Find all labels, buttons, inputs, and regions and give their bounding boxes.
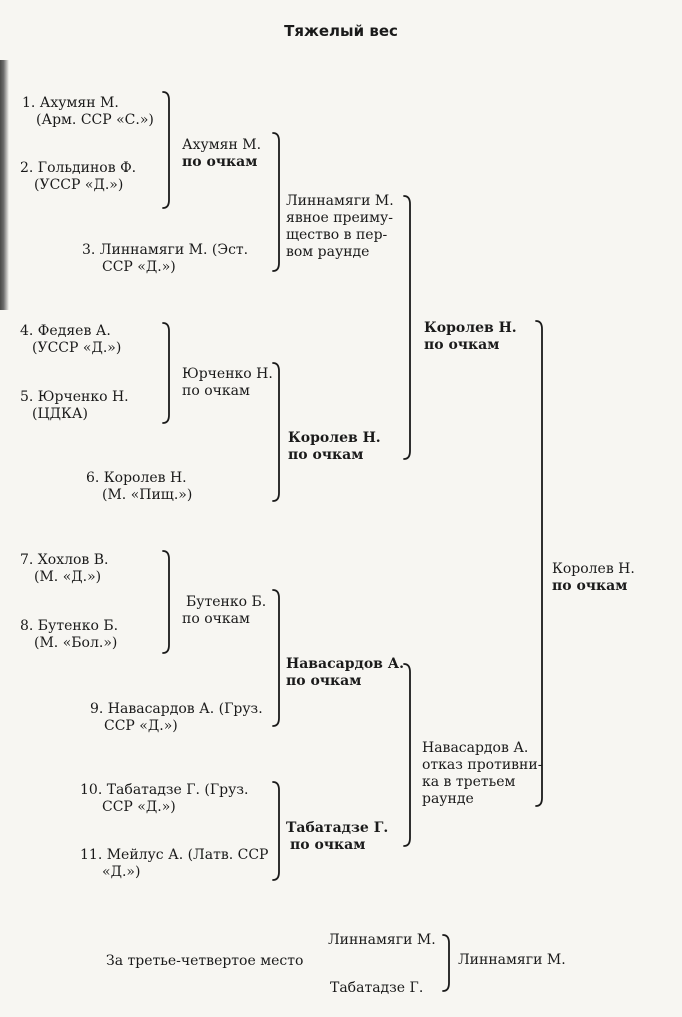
participant-11-name: 11. Мейлус А. (Латв. ССР — [80, 847, 269, 863]
bracket-r2-third — [273, 590, 279, 726]
bracket-r1-7-8 — [163, 551, 169, 653]
r3-winner-1-line3: щество в пер- — [286, 227, 388, 243]
participant-7-name: 7. Хохлов В. — [20, 552, 109, 568]
bracket-r2-second — [273, 363, 279, 501]
participant-5-club: (ЦДКА) — [32, 406, 88, 422]
participant-6-club: (М. «Пищ.») — [102, 487, 193, 503]
semifinal-winner-1-result: по очкам — [424, 337, 500, 353]
participant-2-name: 2. Гольдинов Ф. — [20, 160, 137, 176]
r2-winner-2-name: Юрченко Н. — [182, 366, 273, 382]
r2-winner-4-name: Табатадзе Г. — [286, 820, 389, 836]
participant-1-name: 1. Ахумян М. — [22, 95, 119, 111]
r2-winner-3-result: по очкам — [182, 611, 250, 627]
semifinal-winner-2-line3: ка в третьем — [422, 774, 516, 790]
participant-3-club: ССР «Д.») — [102, 259, 176, 275]
r2-winner-4-result: по очкам — [290, 837, 366, 853]
r2-winner-1-name: Ахумян М. — [182, 137, 262, 153]
page-title: Тяжелый вес — [284, 22, 398, 40]
participant-1-club: (Арм. ССР «С.») — [36, 112, 154, 128]
participant-9-club: ССР «Д.») — [104, 718, 178, 734]
participant-3-name: 3. Линнамяги М. (Эст. — [82, 242, 249, 258]
semifinal-winner-2-line4: раунде — [422, 791, 474, 807]
r2-winner-3-name: Бутенко Б. — [186, 594, 267, 610]
r3-winner-3-result: по очкам — [286, 673, 362, 689]
bracket-r1-1-2 — [163, 92, 169, 208]
bracket-r2-top — [273, 133, 279, 271]
bracket-r1-10-11 — [273, 782, 279, 880]
bracket-r3-bottom — [404, 664, 410, 846]
participant-6-name: 6. Королев Н. — [86, 470, 187, 486]
semifinal-winner-1-name: Королев Н. — [424, 320, 517, 336]
third-place-player-2: Табатадзе Г. — [330, 980, 424, 996]
bracket-r3-top — [404, 196, 410, 459]
participant-2-club: (УССР «Д.») — [34, 177, 124, 193]
participant-7-club: (М. «Д.») — [34, 569, 102, 585]
participant-8-name: 8. Бутенко Б. — [20, 618, 119, 634]
r2-winner-2-result: по очкам — [182, 383, 250, 399]
participant-5-name: 5. Юрченко Н. — [20, 389, 129, 405]
participant-4-name: 4. Федяев А. — [20, 323, 111, 339]
champion-result: по очкам — [552, 578, 628, 594]
r3-winner-2-name: Королев Н. — [288, 430, 381, 446]
r3-winner-3-name: Навасардов А. — [286, 656, 405, 672]
r3-winner-1-line4: вом раунде — [286, 244, 370, 260]
participant-10-name: 10. Табатадзе Г. (Груз. — [80, 782, 249, 798]
participant-4-club: (УССР «Д.») — [32, 340, 122, 356]
r3-winner-1-line2: явное преиму- — [286, 210, 393, 226]
champion-name: Королев Н. — [552, 561, 635, 577]
third-place-label: За третье-четвертое место — [106, 953, 304, 969]
participant-8-club: (М. «Бол.») — [34, 635, 118, 651]
bracket-third-place — [443, 935, 449, 991]
participant-10-club: ССР «Д.») — [102, 799, 176, 815]
bracket-r1-4-5 — [163, 323, 169, 423]
third-place-winner: Линнамяги М. — [458, 952, 566, 968]
semifinal-winner-2-name: Навасардов А. — [422, 740, 529, 756]
r2-winner-1-result: по очкам — [182, 154, 258, 170]
third-place-player-1: Линнамяги М. — [328, 932, 436, 948]
participant-9-name: 9. Навасардов А. (Груз. — [90, 701, 263, 717]
semifinal-winner-2-line2: отказ противни- — [422, 757, 543, 773]
bracket-final — [536, 321, 542, 806]
participant-11-club: «Д.») — [102, 864, 141, 880]
r3-winner-2-result: по очкам — [288, 447, 364, 463]
r3-winner-1-name: Линнамяги М. — [286, 193, 394, 209]
